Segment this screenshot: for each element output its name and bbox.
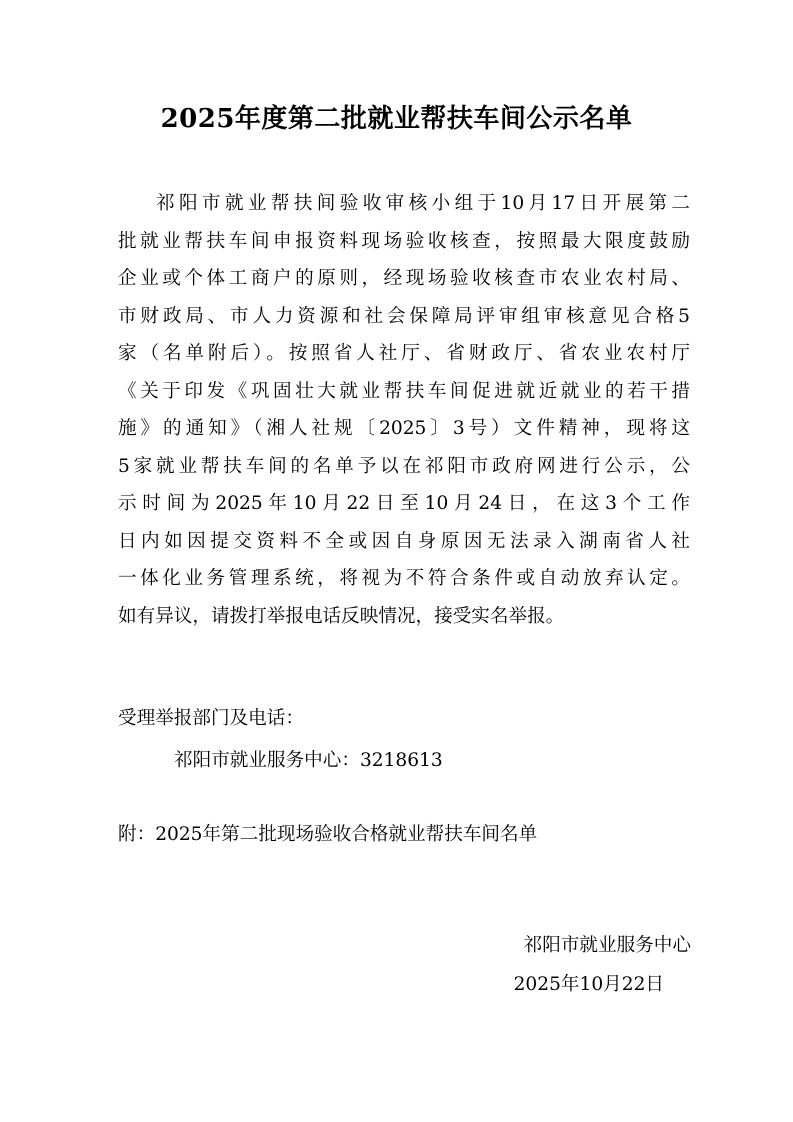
signature-date: 2025年10月22日 bbox=[513, 974, 664, 995]
body-line: 日内如因提交资料不全或因自身原因无法录入湖南省人社 bbox=[118, 530, 690, 552]
body-line: 批就业帮扶车间申报资料现场验收核查，按照最大限度鼓励 bbox=[118, 230, 690, 252]
body-line: 市财政局、市人力资源和社会保障局评审组审核意见合格5 bbox=[118, 305, 690, 327]
body-line: 《关于印发《巩固壮大就业帮扶车间促进就近就业的若干措 bbox=[118, 380, 690, 402]
body-line: 一体化业务管理系统，将视为不符合条件或自动放弃认定。 bbox=[118, 568, 690, 589]
document-title: 2025年度第二批就业帮扶车间公示名单 bbox=[160, 104, 633, 134]
document-body bbox=[118, 185, 690, 635]
body-line: 企业或个体工商户的原则，经现场验收核查市农业农村局、 bbox=[118, 268, 690, 289]
body-line: 施》的通知》（湘人社规〔2025〕3号）文件精神，现将这 bbox=[118, 418, 690, 439]
attachment-note: 附：2025年第二批现场验收合格就业帮扶车间名单 bbox=[118, 824, 538, 845]
contact-heading: 受理举报部门及电话： bbox=[118, 708, 304, 729]
signature-organization: 祁阳市就业服务中心 bbox=[523, 935, 691, 956]
body-line: 示时间为2025年10月22日至10月24日，在这3个工作 bbox=[118, 493, 690, 514]
body-line: 祁阳市就业帮扶间验收审核小组于10月17日开展第二 bbox=[156, 193, 690, 214]
contact-phone: 祁阳市就业服务中心：3218613 bbox=[174, 750, 443, 771]
body-line: 家（名单附后）。按照省人社厅、省财政厅、省农业农村厅 bbox=[118, 343, 690, 364]
body-line: 5家就业帮扶车间的名单予以在祁阳市政府网进行公示，公 bbox=[118, 455, 690, 477]
body-line: 如有异议，请拨打举报电话反映情况，接受实名举报。 bbox=[118, 605, 565, 627]
